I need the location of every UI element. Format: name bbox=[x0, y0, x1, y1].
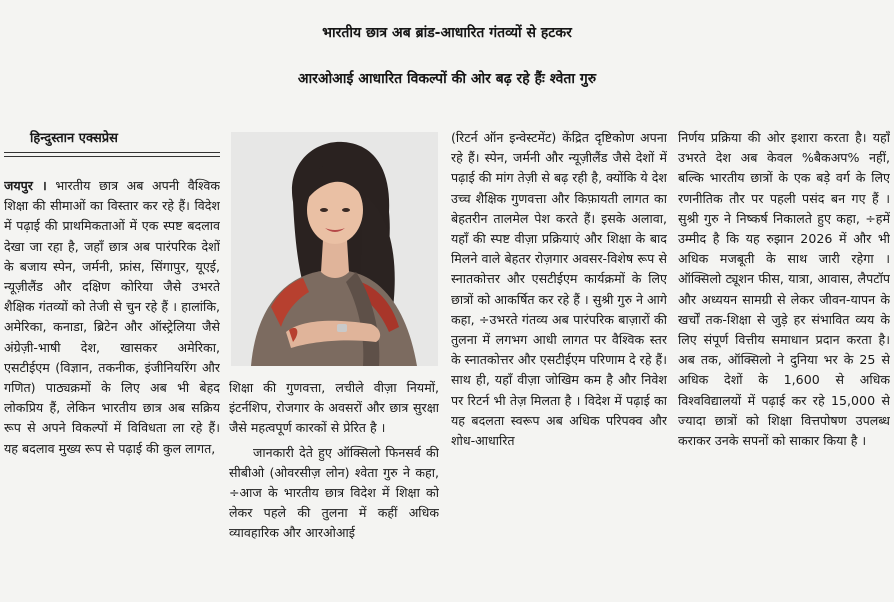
article-column-2 bbox=[229, 378, 439, 598]
headline bbox=[0, 0, 894, 118]
column-3-text: (रिटर्न ऑन इन्वेस्टमेंट) केंद्रित दृष्टिकोण अपना रहे हैं। स्पेन, जर्मनी और न्यूज़ीलैंड जैसे देशों में पढ़ाई की मांग तेज़ी से बढ़ रही है, क्योंकि ये देश उच्च शैक्षिक गुणवत्ता और किफ़ायती लागत का बेहतरीन तालमेल पेश करते हैं। इसके अलावा, यहाँ की स्पष्ट वीज़ा प्रक्रियाएं और शिक्षा के बाद मिलने वाले बेहतर रोज़गार अवसर-विशेष रूप से स्नातकोत्तर और एसटीईएम कार्यक्रमों के लिए छात्रों को आकर्षित कर रहे हैं । सुश्री गुरु ने आगे कहा, ÷उभरते गंतव्य अब पारंपरिक बाज़ारों की तुलना में लगभग आधी लागत पर वैश्विक स्तर के स्नातकोत्तर और एसटीईएम परिणाम दे रहे हैं। साथ ही, यहाँ वीज़ा जोखिम कम है और निवेश पर रिटर्न भी तेज़ मिलता है । विदेश में पढ़ाई का यह बदलता स्वरूप अब अधिक परिपक्व और शोध-आधारित bbox=[451, 130, 667, 449]
person-portrait-image bbox=[231, 132, 438, 366]
column-4-text: निर्णय प्रक्रिया की ओर इशारा करता है। यहाँ उभरते देश अब केवल %बैकअप% नहीं, बल्कि भारतीय छात्रों के एक बड़े वर्ग के लिए रणनीतिक तौर पर पहली पसंद बन गए हैं । सुश्री गुरु ने निष्कर्ष निकालते हुए कहा, ÷हमें उम्मीद है कि यह रुझान 2026 में और भी अधिक मजबूती के साथ जारी रहेगा । ऑक्सिलो ट्यूशन फीस, यात्रा, आवास, लैपटॉप और अध्ययन सामग्री से लेकर जीवन-यापन के खर्चों तक-शिक्षा से जुड़े हर संभावित व्यय के लिए संपूर्ण वित्तीय समाधान प्रदान करता है। अब तक, ऑक्सिलो ने दुनिया भर के 25 से अधिक देशों के 1,600 से अधिक विश्वविद्यालयों में पढ़ाई कर रहे 15,000 से ज्यादा छात्रों को शिक्षा वित्तपोषण उपलब्ध कराकर उनके सपनों को साकार किया है । bbox=[678, 130, 890, 449]
column-2-paragraph-2: जानकारी देते हुए ऑक्सिलो फिनसर्व की सीबीओ (ओवरसीज़ लोन) श्वेता गुरु ने कहा, ÷आज के भारतीय छात्र विदेश में शिक्षा को लेकर पहले की तुलना में कहीं अधिक व्यावहारिक और आरओआई bbox=[229, 444, 439, 541]
portrait-photo bbox=[231, 132, 438, 366]
byline: हिन्दुस्तान एक्सप्रेस bbox=[30, 131, 118, 146]
article-column-4 bbox=[678, 128, 890, 598]
headline-line-1: भारतीय छात्र अब ब्रांड-आधारित गंतव्यों से हटकर bbox=[322, 25, 572, 41]
dateline-city: जयपुर । bbox=[4, 178, 47, 193]
article-column-3 bbox=[451, 128, 667, 598]
article-column-1 bbox=[4, 176, 220, 598]
column-1-text: भारतीय छात्र अब अपनी वैश्विक शिक्षा की सीमाओं का विस्तार कर रहे हैं। विदेश में पढ़ाई की प्राथमिकताओं में एक स्पष्ट बदलाव देखा जा रहा है, जहाँ छात्र अब पारंपरिक देशों के बजाय स्पेन, जर्मनी, फ्रांस, सिंगापुर, यूएई, न्यूज़ीलैंड और दक्षिण कोरिया जैसे उभरते शैक्षिक गंतव्यों को तेजी से चुन रहे हैं । हालांकि, अमेरिका, कनाडा, ब्रिटेन और ऑस्ट्रेलिया जैसे अंग्रेज़ी-भाषी देश, खासकर अमेरिका, एसटीईएम (विज्ञान, तकनीक, इंजीनियरिंग और गणित) पाठ्यक्रमों के लिए अब भी बेहद लोकप्रिय हैं, लेकिन भारतीय छात्र अब सक्रिय रूप से अपने विकल्पों में विविधता ला रहे हैं। यह बदलाव मुख्य रूप से पढ़ाई की कुल लागत, bbox=[4, 178, 220, 456]
headline-line-2: आरओआई आधारित विकल्पों की ओर बढ़ रहे हैंः श्वेता गुरु bbox=[297, 71, 597, 87]
byline-divider bbox=[4, 152, 220, 157]
column-2-paragraph-1: शिक्षा की गुणवत्ता, लचीले वीज़ा नियमों, इंटर्नशिप, रोजगार के अवसरों और छात्र सुरक्षा जैसे महत्वपूर्ण कारकों से प्रेरित है । bbox=[229, 380, 439, 436]
